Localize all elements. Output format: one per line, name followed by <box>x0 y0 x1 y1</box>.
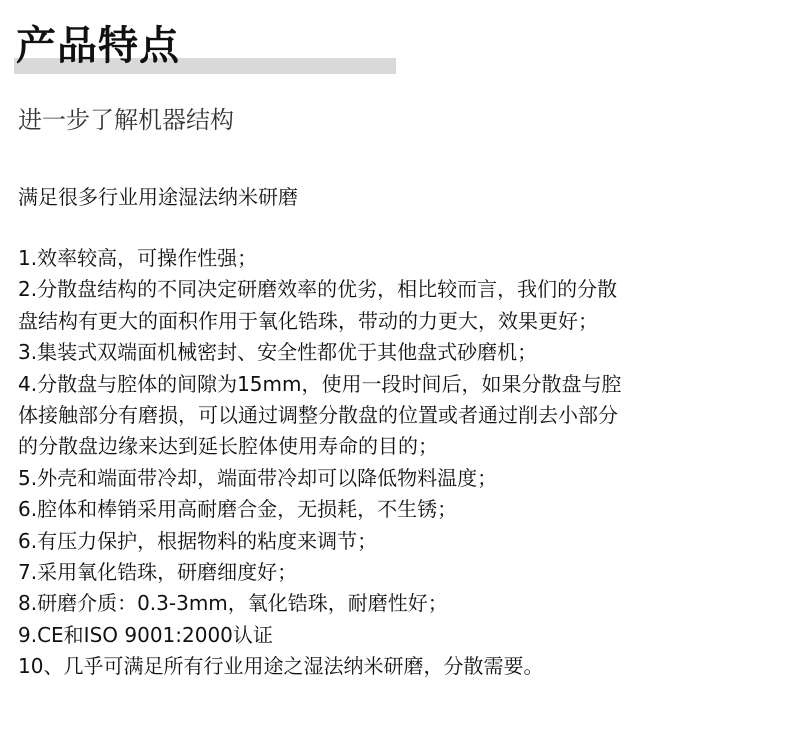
feature-line: 9.CE和ISO 9001:2000认证 <box>18 622 273 647</box>
feature-line: 的分散盘边缘来达到延长腔体使用寿命的目的； <box>18 434 438 459</box>
feature-line: 6.有压力保护，根据物料的粘度来调节； <box>18 528 378 553</box>
feature-line: 6.腔体和棒销采用高耐磨合金，无损耗，不生锈； <box>18 497 458 522</box>
feature-line: 3.集装式双端面机械密封、安全性都优于其他盘式砂磨机； <box>18 340 538 365</box>
feature-line: 体接触部分有磨损，可以通过调整分散盘的位置或者通过削去小部分 <box>18 403 618 428</box>
title-block <box>14 18 396 76</box>
feature-line: 10、几乎可满足所有行业用途之湿法纳米研磨，分散需要。 <box>18 654 544 679</box>
feature-line: 1.效率较高，可操作性强； <box>18 246 258 270</box>
feature-line: 5.外壳和端面带冷却，端面带冷却可以降低物料温度； <box>18 465 498 490</box>
page-subtitle: 进一步了解机器结构 <box>18 106 234 134</box>
feature-line: 4.分散盘与腔体的间隙为15mm，使用一段时间后，如果分散盘与腔 <box>18 371 622 396</box>
intro-text: 满足很多行业用途湿法纳米研磨 <box>18 185 298 209</box>
feature-line: 7.采用氧化锆珠，研磨细度好； <box>18 560 298 585</box>
feature-line: 8.研磨介质：0.3-3mm，氧化锆珠，耐磨性好； <box>18 591 448 616</box>
feature-line: 盘结构有更大的面积作用于氧化锆珠，带动的力更大，效果更好； <box>18 308 598 333</box>
feature-list <box>18 243 778 683</box>
feature-line: 2.分散盘结构的不同决定研磨效率的优劣，相比较而言，我们的分散 <box>18 277 618 302</box>
page-title: 产品特点 <box>16 23 180 69</box>
